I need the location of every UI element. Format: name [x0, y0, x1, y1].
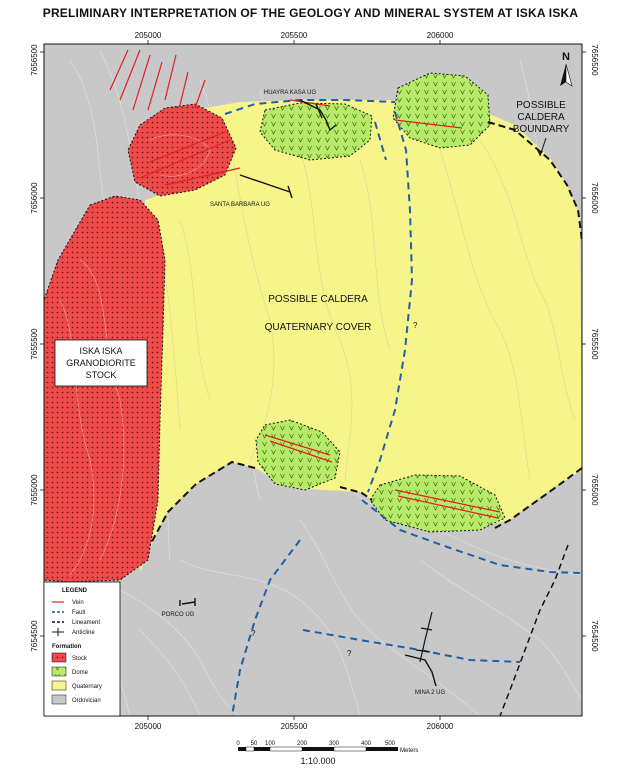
legend-title: LEGEND	[62, 588, 88, 594]
easting-top-2: 205500	[280, 31, 308, 40]
scale-tick-400: 400	[360, 741, 372, 747]
easting-top-1: 205000	[134, 31, 162, 40]
legend-anticline: Anticline	[72, 630, 95, 636]
stock-label-line-1: ISKA ISKA	[79, 346, 123, 356]
legend-lineament: Lineament	[72, 620, 101, 626]
scale-tick-50: 50	[250, 741, 258, 747]
scale-tick-300: 300	[328, 741, 340, 747]
northing-left-2: 7656000	[30, 182, 39, 214]
northing-left-1: 7656500	[30, 44, 39, 76]
easting-top-3: 206000	[426, 31, 454, 40]
label-possible-caldera: POSSIBLE CALDERA	[268, 294, 368, 305]
north-arrow-letter: N	[562, 51, 570, 63]
fault-question-2: ?	[251, 629, 256, 638]
label-santa-barbara: SANTA BARBARA UG	[210, 202, 270, 208]
legend-ordovician: Ordovician	[72, 698, 101, 704]
northing-left-4: 7655000	[30, 474, 39, 506]
northing-right-3: 7655500	[590, 328, 599, 360]
scale-tick-0: 0	[236, 741, 240, 747]
scale-tick-100: 100	[264, 741, 276, 747]
legend-formation-title: Formation	[52, 644, 82, 650]
northing-left-5: 7654500	[30, 620, 39, 652]
scale-bar	[236, 741, 418, 766]
label-caldera-boundary-2: CALDERA	[517, 112, 565, 123]
label-huayra-kasa: HUAYRA KASA UG	[263, 90, 317, 96]
easting-bottom-3: 206000	[426, 722, 454, 731]
northing-right-5: 7654500	[590, 620, 599, 652]
legend-dome: Dome	[72, 670, 89, 676]
label-caldera-boundary-1: POSSIBLE	[516, 100, 566, 111]
map-title: PRELIMINARY INTERPRETATION OF THE GEOLOGY AND MINERAL SYSTEM AT ISKA ISKA	[42, 6, 579, 20]
scale-tick-200: 200	[296, 741, 308, 747]
stock-label-line-2: GRANODIORITE	[66, 358, 136, 368]
stock-label-box	[55, 340, 147, 386]
legend-fault: Fault	[72, 610, 86, 616]
label-porco: PORCO UG	[161, 612, 195, 618]
easting-bottom-1: 205000	[134, 722, 162, 731]
northing-right-4: 7655000	[590, 474, 599, 506]
scale-unit: Meters	[400, 748, 419, 754]
label-caldera-boundary-3: BOUNDARY	[512, 124, 570, 135]
scale-ratio: 1:10.000	[300, 756, 336, 766]
easting-bottom-2: 205500	[280, 722, 308, 731]
northing-right-2: 7656000	[590, 182, 599, 214]
northing-right-1: 7656500	[590, 44, 599, 76]
fault-question-3: ?	[347, 649, 352, 658]
northing-left-3: 7655500	[30, 328, 39, 360]
label-mina2: MINA 2 UG	[414, 690, 446, 696]
legend-quaternary: Quaternary	[72, 684, 103, 690]
scale-tick-500: 500	[384, 741, 396, 747]
legend-vein: Vein	[72, 600, 84, 606]
label-quaternary-cover: QUATERNARY COVER	[264, 322, 372, 333]
legend-stock: Stock	[72, 656, 88, 662]
legend	[44, 582, 120, 716]
fault-question-1: ?	[413, 321, 418, 330]
stock-label-line-3: STOCK	[85, 370, 117, 380]
